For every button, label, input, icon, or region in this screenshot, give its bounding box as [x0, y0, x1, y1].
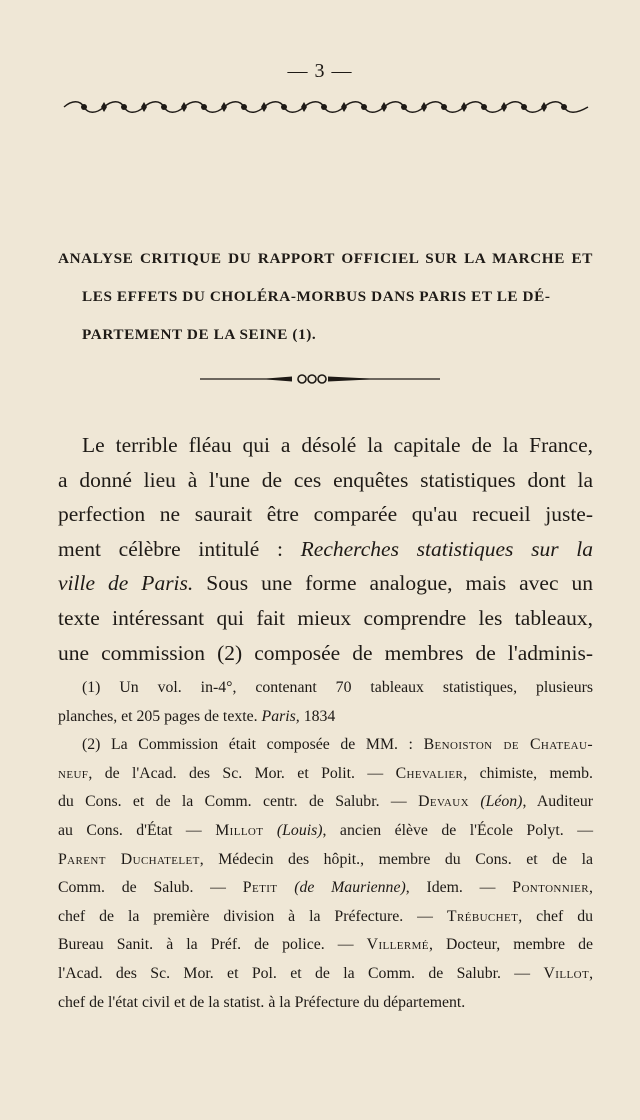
member-name: Benoiston de Chateau-: [423, 736, 593, 754]
paragraph-line: a donné lieu à l'une de ces enquêtes statistiques dont la: [58, 467, 593, 492]
footnote-2-line: chef de l'état civil et de la statist. à la Préfecture du département.: [58, 993, 466, 1011]
decorative-rule-icon: [200, 373, 440, 385]
paragraph-line: perfection ne saurait être comparée qu'au recueil juste-: [58, 502, 593, 527]
text-run: chef de la première division à la Préfecture. —: [58, 907, 433, 925]
text-run: l'Acad. des Sc. Mor. et Pol. et de la Comm. de Salubr. —: [58, 964, 531, 982]
text-run: du Cons. et de la Comm. centr. de Salubr. —: [58, 793, 407, 811]
footnote-2-line: [58, 760, 593, 789]
member-name: Parent Duchatelet: [58, 850, 200, 868]
first-name-italic: (de Maurienne): [294, 879, 406, 897]
member-name: neuf: [58, 764, 89, 782]
text-run: , ancien élève de l'École Polyt. —: [322, 821, 593, 839]
first-name-italic: (Louis): [276, 821, 323, 839]
member-name: Chevalier: [395, 764, 464, 782]
text-run: , Docteur, membre de: [428, 936, 593, 954]
paragraph-line: texte intéressant qui fait mieux comprendre les tableaux,: [58, 605, 593, 630]
footnote-2-line: [58, 846, 593, 875]
paragraph-line: une commission (2) composée de membres de l'adminis-: [58, 640, 593, 665]
member-name: Villermé: [366, 936, 429, 954]
member-name: Villot: [543, 964, 590, 982]
paragraph-line: Le terrible fléau qui a désolé la capitale de la France,: [82, 433, 593, 457]
book-title-italic: ville de Paris.: [58, 571, 194, 596]
text-run: (2) La Commission était composée de MM. :: [82, 736, 413, 754]
footnote-1-line: (1) Un vol. in-4°, contenant 70 tableaux statistiques, plusieurs: [82, 679, 593, 696]
member-name: Pontonnier: [512, 879, 590, 897]
footnote-2-line: [58, 874, 593, 903]
text-run: Sous une forme analogue, mais avec un: [206, 571, 594, 596]
member-name: Millot: [215, 821, 264, 839]
text-run: ,: [589, 964, 594, 982]
text-run: , Auditeur: [522, 793, 594, 811]
member-name: Petit: [242, 879, 278, 897]
footnote-2-line: [58, 960, 593, 989]
text-run: ,: [589, 879, 593, 897]
footnotes: [58, 674, 593, 1017]
title-line: ANALYSE CRITIQUE DU RAPPORT OFFICIEL SUR LA MARCHE ET: [58, 250, 593, 267]
paragraph-line: [58, 566, 593, 601]
text-run: , Idem. —: [405, 879, 496, 897]
text-run: Bureau Sanit. à la Préf. de police. —: [58, 936, 354, 954]
text-run: , de l'Acad. des Sc. Mor. et Polit. —: [88, 764, 384, 782]
book-title-italic: Recherches statistiques sur la: [300, 536, 593, 561]
ornamental-band-icon: [62, 98, 590, 116]
member-name: Devaux: [418, 793, 469, 811]
text-run: Comm. de Salub. —: [58, 879, 226, 897]
chapter-title: [58, 240, 593, 354]
footnote-2-line: [58, 731, 593, 760]
text-run: planches, et 205 pages de texte.: [58, 707, 258, 725]
place-italic: Paris,: [261, 707, 300, 725]
text-run: , chimiste, memb.: [463, 764, 593, 782]
footnote-2-line: [58, 788, 593, 817]
paragraph-line: [58, 532, 593, 567]
page-number: — 3 —: [287, 60, 353, 82]
title-line: PARTEMENT DE LA SEINE (1).: [82, 326, 317, 343]
member-name: Trébuchet: [446, 907, 519, 925]
footnote-1-line: [58, 703, 593, 732]
text-run: , chef du: [518, 907, 594, 925]
footnote-2-line: [58, 817, 593, 846]
footnote-2-line: [58, 903, 593, 932]
main-paragraph: [58, 428, 593, 670]
title-line: LES EFFETS DU CHOLÉRA-MORBUS DANS PARIS ET LE DÉ-: [82, 288, 551, 305]
text-run: au Cons. d'État —: [58, 821, 202, 839]
footnote-2-line: [58, 931, 593, 960]
text-run: , Médecin des hôpit., membre du Cons. et de la: [199, 850, 593, 868]
text-run: ment célèbre intitulé :: [58, 536, 283, 561]
text-run: 1834: [303, 707, 336, 725]
first-name-italic: (Léon): [480, 793, 523, 811]
